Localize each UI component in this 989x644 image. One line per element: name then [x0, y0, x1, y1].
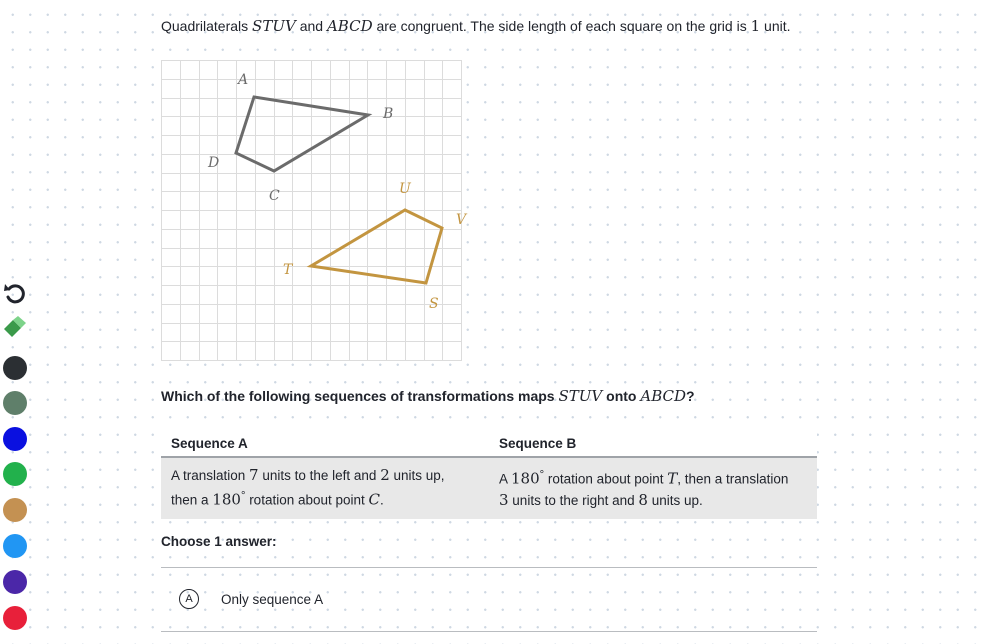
sequence-a-header: Sequence A [161, 432, 489, 457]
label-v: V [456, 212, 467, 228]
label-b: B [383, 106, 394, 122]
undo-icon[interactable] [2, 280, 28, 311]
pen-color-blue[interactable] [3, 427, 27, 451]
eraser-icon[interactable] [2, 316, 28, 345]
label-d: D [208, 155, 220, 171]
sequences-header-row [161, 432, 817, 457]
pen-color-gray-green[interactable] [3, 391, 27, 415]
sequences-table [161, 432, 817, 519]
coordinate-grid-figure [161, 60, 467, 360]
pen-color-green[interactable] [3, 462, 27, 486]
divider [161, 567, 817, 568]
pen-color-purple[interactable] [3, 570, 27, 594]
pen-color-dark-gray[interactable] [3, 356, 27, 380]
label-c: C [269, 188, 280, 204]
sequence-a-description: A translation 7 units to the left and 2 units up, then a 180° rotation about point C. [161, 457, 489, 519]
question-text: Which of the following sequences of transformations maps STUV onto ABCD? [161, 387, 695, 405]
label-a: A [238, 72, 249, 88]
label-t: T [283, 262, 293, 278]
choice-text: Only sequence A [221, 591, 324, 607]
choice-letter-badge: A [179, 589, 199, 609]
sequence-b-header: Sequence B [489, 432, 817, 457]
pen-color-tan[interactable] [3, 498, 27, 522]
choose-answer-label: Choose 1 answer: [161, 534, 277, 549]
label-s: S [429, 296, 439, 312]
pen-color-light-blue[interactable] [3, 534, 27, 558]
sequences-body-row [161, 457, 817, 519]
grid-svg [161, 60, 467, 360]
answer-choice-a[interactable] [179, 589, 323, 609]
sequence-b-description: A 180° rotation about point T, then a translation 3 units to the right and 8 units up. [489, 457, 817, 519]
pen-color-red[interactable] [3, 606, 27, 630]
divider [161, 631, 817, 632]
problem-prompt: Quadrilaterals STUV and ABCD are congruent. The side length of each square on the grid is 1 unit. [161, 17, 791, 35]
label-u: U [399, 181, 411, 197]
